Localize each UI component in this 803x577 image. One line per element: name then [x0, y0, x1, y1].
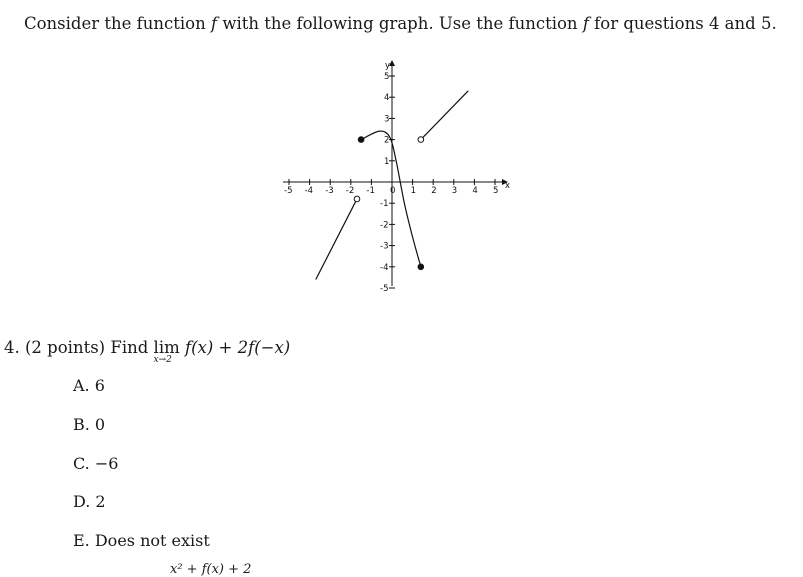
x-tick-label: 4	[472, 186, 478, 196]
y-tick-label: 5	[384, 72, 390, 82]
x-tick-label: -4	[304, 186, 314, 196]
y-tick-label: -5	[380, 284, 389, 294]
curve-middle-curve	[361, 131, 421, 267]
limit-operator: lim x→2	[153, 338, 180, 365]
choice-e[interactable]: E. Does not exist	[73, 531, 210, 550]
y-tick-label: -1	[380, 199, 389, 210]
choice-d[interactable]: D. 2	[73, 492, 106, 511]
open-endpoint	[418, 137, 424, 143]
x-tick-label: -2	[345, 186, 355, 196]
y-tick-label: -3	[380, 241, 389, 252]
y-axis-label: y	[385, 61, 391, 71]
curve-right-segment	[421, 91, 468, 140]
x-tick-label: 2	[431, 186, 437, 196]
tick-labels	[284, 61, 510, 294]
y-tick-label: -4	[380, 262, 389, 273]
choice-a[interactable]: A. 6	[73, 376, 105, 395]
limit-subscript: x→2	[153, 355, 172, 365]
open-endpoint	[354, 196, 360, 202]
x-tick-label: -5	[284, 186, 293, 196]
closed-endpoint	[358, 137, 364, 143]
y-tick-label: 1	[384, 156, 390, 167]
closed-endpoint	[418, 264, 424, 270]
next-question-cutoff: x² + f(x) + 2	[170, 562, 252, 577]
x-tick-label: -3	[325, 186, 334, 196]
x-tick-label: -1	[366, 186, 375, 196]
question-number: 4.	[4, 338, 20, 357]
limit-expression: f(x) + 2f(−x)	[185, 338, 291, 357]
x-tick-label: 3	[451, 186, 458, 196]
axes	[283, 60, 511, 288]
question-prompt: Find	[110, 338, 149, 357]
curve-left-segment	[316, 199, 357, 280]
x-axis-label: x	[505, 181, 511, 191]
intro-part1: Consider the function	[24, 14, 211, 33]
x-tick-label: 5	[493, 186, 499, 196]
function-symbol: f	[210, 14, 218, 33]
x-tick-label: 1	[410, 186, 417, 196]
question-4	[4, 338, 291, 365]
choice-b[interactable]: B. 0	[73, 415, 106, 434]
y-tick-label: 4	[384, 93, 390, 104]
y-tick-label: 3	[384, 114, 390, 125]
intro-part3: for questions 4 and 5.	[588, 14, 777, 33]
choice-c[interactable]: C. −6	[73, 454, 119, 473]
function-symbol: f	[582, 14, 589, 33]
intro-part2: with the following graph. Use the function	[217, 14, 583, 33]
x-tick-label: 0	[390, 186, 396, 196]
y-tick-label: -2	[380, 220, 389, 231]
question-points: (2 points)	[25, 338, 106, 357]
y-tick-label: 2	[384, 135, 390, 146]
